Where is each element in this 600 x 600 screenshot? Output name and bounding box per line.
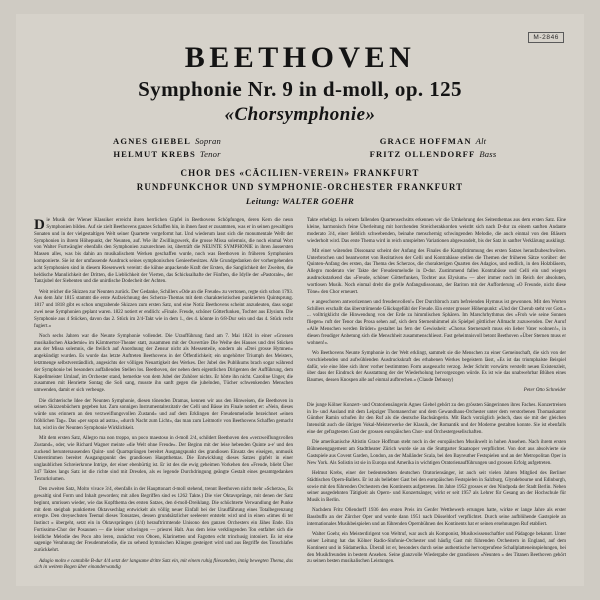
- paragraph: Die junge Kölner Konzert- und Oratoriensängerin Agnes Giebel gehört zu den grössten Sängerinnen ihres Faches. Konzertreisen in In- und Ausland mit dem Leipziger Thomanerchor und dem Gewandhaus-Orchester unter dem verstorbenen Thomaskantor Günther Ramin schufen ihr den Ruf als die deutsche Bachsängerin. Mit Bach vorzüglich jedoch, dass sie mit der gleichen Intensität auch die übrigen Vokal-Meisterwerke der Klassik, der Romantik und der Moderne gestalten konnte. Sie ist ebenfalls eine der gefragtesten Gast der grossen europäischen Chor- und Orchestergesellschaften.: [307, 402, 566, 435]
- performer-role: Bass: [479, 148, 497, 159]
- performer-entry: [34, 135, 300, 148]
- paragraph: Den zweiten Satz, Molto vivace 3/4, ebenfalls in der Haupttonart d-moll stehend, trennt Beethoven nicht mehr «Scherzo», Es gewaltig sind Form und Inhalt geworden; mit allen Begriffen sind es 1262 Takte.) Die vier Oktavsprünge, mit denen der Satz beginnt, umrissen wieder, wie das Kopfthema des ersten Satzes, den d-moll-Dreiklang. Die schüchterte Verwandlung der Punke mit dem steigbah punktierten Oktavsechlag entwickelt als völlig neuer Einfall bei der Urauffährung eines Totalbegrenzung erregte. Den dreysechsten Teemal dieses Tonsatzes, dessen grundsätzlicher seeleerer entsteht wird und in einen «times di ter Instinct » übergeht, setzt ein in Oktavsprüngen (4/4) herauftrirmtende Unisono den ganzen Orchesters ein Jähes Ende. Ein Fortissimo-Chor der Posaunen — die leiser schwingen — priesrei Halt. Aus dem leise verklingenden Ton entfaltet sich die leidliche Melodie des Poco alto leren, zunächst von Oboen, Klarinetten und Fagotten echt trinchusig intoniert. Es ist eine sagenige Verahnung der Freudenmelodie, die zu sehend hymnischen Klingen gesteigert wird und aus Begriffe des Tonschlafes zurückkehrt.: [34, 487, 293, 554]
- catalog-number: M-2846: [528, 32, 564, 43]
- performer-role: Sopran: [194, 135, 221, 146]
- performer-name: AGNES GIEBEL: [113, 135, 191, 146]
- work-title: Symphonie Nr. 9 in d-moll, op. 125: [138, 76, 462, 101]
- drop-cap: D: [34, 217, 45, 234]
- liner-notes: [34, 218, 566, 576]
- performer-role: Alt: [475, 135, 487, 146]
- paragraph-text: ie Musik der Wiener Klassiker erreicht ihren herrlichen Gipfel in Beethovens Schöpfungen, deren Kern die neun Symphonien bilden. Auf sie zielt Beethovens ganzes Schaffen hin, in ihnen fasst er zusammen, was er in seinen gewaltigen Sonaten und in der vielgestaltigen Welt seiner Quartette vorgeformt hat. Und wiederum lasst sich die monumentale Wellt der Symphonien in ihrem Höhepunkt, der Neunten, auf. Wie ihr Zwillingswerk, die grosse Missa solemnis, die noch einmal Wort von Walter Furtwängler ebenfalls den Symphonien zuzurechnen ist, überträft die NEUNTE SYMPHONIE in ihren äussersten Massen alles, was bis dahin an musikalischem Werken geschaffen wurde, noch was Beethoven in früheren Symphonien komponierte. Sie ist der umfassende Ausdruck seines symphonischen Genieerbesitzes. Alle Grundgedanken der vorhergehenden acht Symphonien sind in diesem Riesenwerk vereint: die kühne anpackende Kraft der Ersten, die Sanglichkeit der Zweiten, die heldische Mannlichkeit der Dritten, die Lieblichkeit der Vierten, das Schicksalhafte der Fünften, die Idylle der «Pastorale», der Tanzjubel der Siebenten und die unirdische Dodecheit der Achten.: [34, 218, 293, 285]
- conductor-credit: Leitung: WALTER GOEHR: [245, 196, 355, 207]
- paragraph: e angeschoren antworizennen und freudenvollen!» Der Durchbruch zum befreienden Hymnus ist gewonnen. Mit den Worten Schillers erschallt das überströmende Glücksgefühl der Freude. Ein erster grosser Höhenpunkt: «Und der Cherub steht vor Gott.» ... volltrigklicht die Hinwendung von der Erde zu himmlischen Sphären. Im Marschrhythmus des «Froh wie seine Sonnen fliegen» ruft der Tenor das Prosa sehen auf, sich dem Sternenhimmel als Spielpel göttlicher Allmacht zuzuwenden. Der Auruf «Alle Menschen werden Brüder» gestaltet las fern der Gewissheit: «Chorus Sternenzelt muss ein lieber Vater wohnen!», in diesen freudiger Anbetung sich die Menschheit zusammenschliesst. Fast geheimnisvoll betont Beethoven «Über Sternen muss er wohnen!».: [307, 299, 566, 346]
- liner-notes-left-column: [34, 218, 293, 576]
- performer-row: [34, 135, 566, 148]
- sleeve-inner-panel: [16, 14, 584, 586]
- paragraph: Noch sechs Jahren war die Neunte Symphonie vollendet. Die Uraufführung fand am 7. Mai 1824 in einer «Grossen musikalischen Akademie» im Kärntnertor-Theater statt, zusammen mit der Ouvertüre Die Weihe des Hauses und drei Stücken aus der Missa solemnis, die freilich auf Anordnung der Zensur nicht als Messenteile, sondern als «Drei grosse Hymnen» angekündigt wurden. Es wurde das letzte Auftreten Beethovens in der Öffentlichkeit; ein ungehörter Triumph des Meisters, letztmenge selbstverständlich, angesichts der völligen Neuartigkeit des Werkes. Der Jubel des Publikums brach sogar während der Symphonie bei besonders auffallenden Stellen los. Beethoven, der neben dem eigentlichen Dirigenten der Aufführung, dem Kapellmeister Umlauf, im Orchester stand, bemerkte von dem Jubel der Zuhörer nichts. Er hörte ihn nicht. Caroline Unger, die zusammen mit Henriette Sontag die Soli sang, musste ihn sanft gegen die jubelnden, Tücher schwenkenden Menschen umwenden, damit er sich verbeuge.: [34, 333, 293, 394]
- performer-entry: [300, 148, 566, 161]
- title-block: [34, 42, 566, 206]
- ensemble-orchestra: RUNDFUNKCHOR UND SYMPHONIE-ORCHESTER FRANKFURT: [136, 181, 464, 192]
- paragraph: Die amerikanische Altistin Grace Hoffman steht noch in der europäischen Musikwelt in hohen Ansehen. Nach ihrem ersten Bühnenengagement am Stadttheater Zürich wurde sie an die Stuttgarter Staatsoper verpflichtet. Von dort aus absolvierte sie Gastspiele aus Covent Garden, London, an der Mailänder Scala, bei den Bayreuther Festspielen und an der Metropolitan Oper in New York. Als Solistin ist sie in Europa und Amerika in wichtigen Oratorienaufführungen und grossen Erfolg aufgetreten.: [307, 440, 566, 466]
- paragraph: Walter Goehr, ein Meisterdirigent von Weltruf, war auch als Komponist, Musikwissenschaftler und Pädagoge bekannt. Unter seiner Leitung hat das Kölner Radio-Sinfonie-Orchester und häufig Gast mit führenden Orchestern in England, auf dem Kontinent und in Südamerika. Überall ist er, besonders durch seine authentische hervorgerufene Schallplatteneinspielungen, bei den Musikfreunden in bestem Ansehen. Seine glanzvolle Wiedergabe der grandiosen «Neunten » des Titanen Beethoven gehört zu seinen besten musikalischen Leistungen.: [307, 532, 566, 565]
- performer-row: [34, 148, 566, 161]
- paragraph: Mit einer wütenden Dissonanz scheint der Anfang des Finales die Kampfstimmung des ersten Satzes heraufzubeschwören. Unterbrochen und beantwortet von Rezitativen der Celli und Kontrabässe stellen die Themen der früheren Sätze vorüber: der Quinten-Anfang des ersten, das Thema des Scherzos, die chorakterigen Quarten des Adagios, und endlich, in den Holzbläsern, Allegro moderato vier Takte der Freudenmelodie in D-dur. Zustimmend fallen Kontrabässe und Celli ein und wiegen ausdruckstarkend das «Freude, schöner Götterfunken, Tochter aus Elysium» — aber immer noch im Reich der absoluten, wortlosen Musik. Noch einmal dreht die grelle Anfangsdissonanz, der Bariton mit der Aufforderung «O Freunde, nicht diese Töne» den Chor erneuert.: [307, 248, 566, 295]
- performer-entry: [34, 148, 300, 161]
- paragraph: Die dichterische Idee der Neunten Symphonie, diesen tönenden Dramas, kennen wir aus den Hinweisen, die Beethoven in seinen Skizzenbüchern gegeben hat. Zum sonnigen Instrumentalrezitativ der Celli und Bässe im Finale notiert er: «Nein, dieses würde uns erinnern an den verzweiflungsvollen Zustand» und auf dem Erklingen der Freudenmelodie bezeichnet «einen fröhlichen Tag». Das «per sopra ad astra», «durch Nacht zum Licht», das man zum Leitmotiv von Beethovens Schaffen gemacht hat, wird in der Neunten Symphonie Wirklichkeit.: [34, 398, 293, 431]
- paragraph: Weit reicher die Skizzen zur Neunten zurück. Der Gedanke, Schillers «Ode an die Freude» zu vertonen, regte sich schon 1793. Aus dem Jahr 1815 stammt die erste Aufzeichnung des Scherzo-Themas mit dem charakteristischen punktierten Quintsprung. 1817 und 1818 gibt es schon umgrabende Skizzen zum ersten Satz, und eine Notiz Beethovens scheint anzudeuten, dass sogar zwei neue Symphonien geplant waren. 1822 notiert er endlich: «Finale. Freude, schöner Götterfunken, Tochter aus Elysium. Die Symphonie aus 4 Stücken, davon das 2. Stück im 2/4-Takt wie in dem 1., des 4. könnte in 6/8-Dur sein und das 4. Stück recht fugiert.»: [34, 289, 293, 329]
- performer-name: HELMUT KREBS: [113, 148, 196, 159]
- paragraph: Wo Beethovens Neunte Symphonie in der Welt erklingt, sammelt sie die Menschen zu einer Gemeinschaft, die sich von der vorschiebenden und aufwühlenden Ausdruckskraft des erhabenen Werkes begeistern lässt, «Es ist das triumphalste Beispiel dafür, wie eine Idee sich ihrer vorher bestimmten Form ausgesucht verzog. Jeder Schritt vorwärts verstellt neuen Existenzleit, über dass der Eindruck der Ausstattung der der Wiederholung hervorgezogen würde. Es ist wie das unabwehrbar Blühen eines Baumes, dessen Knospen alle auf einmal aufbrechen.» (Claude Debussy): [307, 350, 566, 384]
- paragraph: Takte erhebigt. In seinem fallenden Quartensechsitts erkennen wir die Umkehrung des Seitenthemas aus dem ersten Satz. Eine kleine, harmonisch feine Überleitung mit horchenden Streicherakkorden weistbt sich nach D-dur zu einem sanften Andante moderato 3/4, einer lieblich schwebenden, beinahe menschernig schwingenden Melodie, die auch einmal von den Bläsern wiederholt wird. Das erste Thema wird in reich umspielten Variationen abgewandelt, bis der Satz in sanfter Verklärung ausklingt.: [307, 218, 566, 244]
- author-signature: Peter Otto Schneider: [523, 388, 566, 394]
- performer-list: [34, 135, 566, 162]
- paragraph: Adagio molto e cantabile B-dur 4/4 setzt der langsame dritte Satz ein, mit einem ruhig fliessenden, innig bewegten Thema, das sich in weitem Bogen über einanderwandig: [34, 558, 293, 571]
- composer-name: BEETHOVEN: [184, 41, 416, 74]
- performer-role: Tenor: [199, 148, 221, 159]
- paragraph: Mit dem ersten Satz, Allegro ma non troppo, un poco maestoso in d-moll 2/4, schildert Beethoven den «verzweiflungsvollen Zustand», oder, wie Richard Wagner meinte «die Welt ohne Freude». Der Beginn mit der leise hebenden Quinte a-e' und den zuckend heruntersausenden Quint- und Quartsprüngen bereitet Ausgangspunkt des grandiosen Einsatz des eiseigen, unmusik Unterstimmen bereitet Ausgangspunkt des grandiosen Hauptthemas. Die Entwicklung dieses Satzes gipfelt in einer unglaublichen Schreierkrone Intrige, der einer ebenbürtig ist. Er ist des die ewig geheimen Vorkehen den «Freude, bliebt Über 347 Taktes langs Satz ist die richte sind mit Dresden, als es legende Durchdringung geängte Gestalt eines gesamtgedanken Texturkriumen.: [34, 436, 293, 482]
- performer-name: GRACE HOFFMAN: [379, 135, 472, 146]
- performer-name: FRITZ OLLENDORFF: [369, 148, 476, 159]
- liner-notes-right-column: [307, 218, 566, 576]
- paragraph: Nachdem Fritz Ollendorff 1936 den ersten Preis im Genfer Wettbewerb errungen hatte, wirkte er lange Jahre als erster Bassbuffo an der Zürcher Oper und wurde dann 1951 nach Düsseldorf verpflichtet. Durch seine aufblühende Gastspiele an internationales Musikbeispielen und an führenden Opernbühnen des Kontinents hat er seinen ersehnungen Ruf etabliert.: [307, 508, 566, 527]
- performer-entry: [300, 135, 566, 148]
- work-subtitle: «Chorsymphonie»: [224, 103, 376, 125]
- paragraph: [34, 218, 293, 286]
- ensemble-choir: CHOR DES «CÄCILIEN-VEREIN» FRANKFURT: [180, 168, 420, 179]
- paragraph: Helmut Krebs, einer der bedeutendsten deutschen Oratoriensänger, ist auch seit vielen Jahren Mitglied des Berliner Städtischen Opern-Ballets. Er ist als beliebter Gast bei den europäischen Festspielen in Salzburg, Glyndebourne und Edinburgh, sowie mit den führenden Orchestern den Kontinents aufgetreten. Im Jahre 1952 grosses er den Nindpoda der Stadt Berlin. Neben seiner ausgedehnten Tätigkeit als Opern- und Konzertsänger, wirkt er seit 1957 als Lehrer für Gesang an der Hochschule für Musik in Berlin.: [307, 470, 566, 504]
